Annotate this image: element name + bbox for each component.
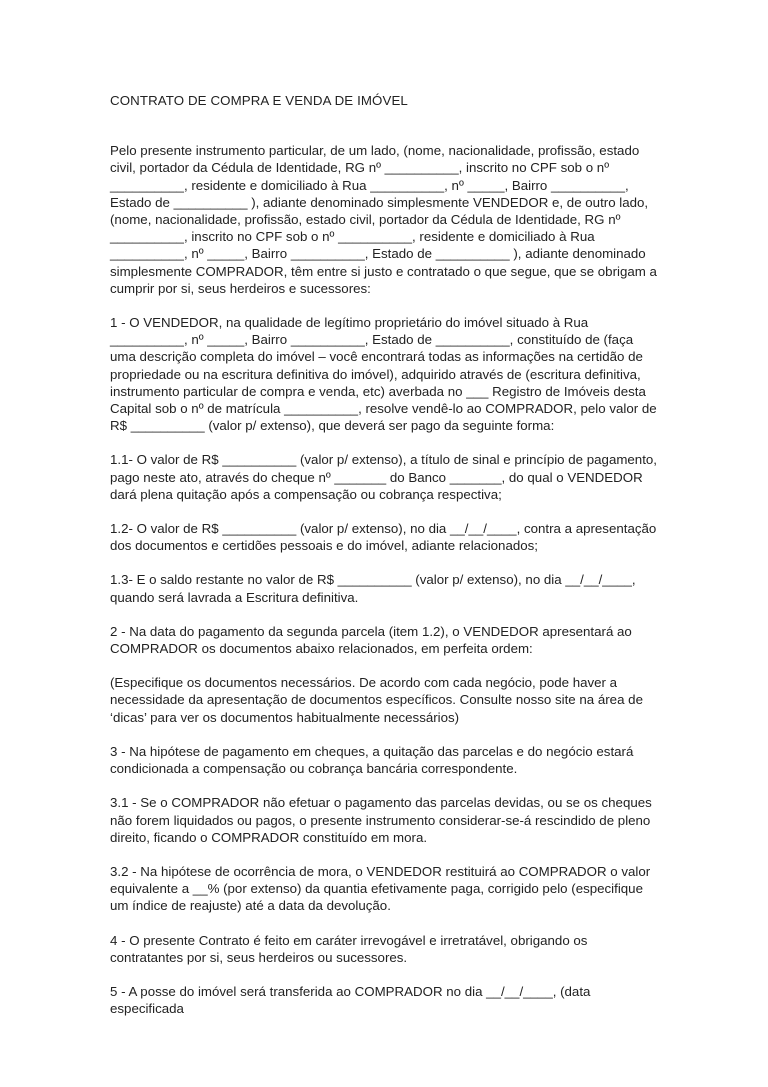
paragraph-clause-3-1: 3.1 - Se o COMPRADOR não efetuar o pagamento das parcelas devidas, ou se os cheques não forem liquidados ou pagos, o presente instrumento considerar-se-á rescindido de pleno direito, ficando o COMPRADOR constituído em mora. (110, 795, 652, 845)
paragraph-documents-note: (Especifique os documentos necessários. De acordo com cada negócio, pode haver a necessidade da apresentação de documentos específicos. Consulte nosso site na área de ‘dicas’ para ver os documentos habitualmente necessários) (110, 675, 643, 725)
paragraph-clause-5: 5 - A posse do imóvel será transferida ao COMPRADOR no dia __/__/____, (data especificada (110, 983, 591, 1017)
paragraph-clause-1: 1 - O VENDEDOR, na qualidade de legítimo proprietário do imóvel situado à Rua __________, nº _____, Bairro __________, Estado de __________, constituído de (faça uma descrição completa do imóvel – você encontrará todas as informações na certidão de propriedade ou na escritura definitiva do imóvel), adquirido através de (escritura definitiva, instrumento particular de compra e venda, etc) averbada no ___ Registro de Imóveis desta Capital sob o nº de matrícula __________, resolve vendê-lo ao COMPRADOR, pelo valor de R$ __________ (valor p/ extenso), que deverá ser pago da seguinte forma: (110, 315, 657, 434)
paragraph-preamble: Pelo presente instrumento particular, de um lado, (nome, nacionalidade, profissão, estado civil, portador da Cédula de Identidade, RG nº __________, inscrito no CPF sob o nº __________, residente e domiciliado à Rua __________, nº _____, Bairro __________, Estado de __________ ), adiante denominado simplesmente VENDEDOR e, de outro lado, (nome, nacionalidade, profissão, estado civil, portador da Cédula de Identidade, RG nº __________, inscrito no CPF sob o nº __________, residente e domiciliado à Rua __________, nº _____, Bairro __________, Estado de __________ ), adiante denominado simplesmente COMPRADOR, têm entre si justo e contratado o que segue, que se obrigam a cumprir por si, seus herdeiros e sucessores: (110, 143, 657, 296)
paragraph-clause-1-1: 1.1- O valor de R$ __________ (valor p/ extenso), a título de sinal e princípio de pagamento, pago neste ato, através do cheque nº _______ do Banco _______, do qual o VENDEDOR dará plena quitação após a compensação ou cobrança respectiva; (110, 452, 657, 502)
paragraph-clause-3-2: 3.2 - Na hipótese de ocorrência de mora, o VENDEDOR restituirá ao COMPRADOR o valor equivalente a __% (por extenso) da quantia efetivamente paga, corrigido pelo (especifique um índice de reajuste) até a data da devolução. (110, 863, 651, 914)
paragraph-clause-1-2: 1.2- O valor de R$ __________ (valor p/ extenso), no dia __/__/____, contra a apresentação dos documentos e certidões pessoais e do imóvel, adiante relacionados; (110, 521, 657, 554)
paragraph-clause-4: 4 - O presente Contrato é feito em caráter irrevogável e irretratável, obrigando os contratantes por si, seus herdeiros ou sucessores. (110, 932, 588, 965)
paragraph-clause-1-3: 1.3- E o saldo restante no valor de R$ __________ (valor p/ extenso), no dia __/__/____, quando será lavrada a Escritura definitiva. (110, 572, 636, 605)
document-title: CONTRATO DE COMPRA E VENDA DE IMÓVEL (110, 93, 408, 108)
paragraph-clause-3: 3 - Na hipótese de pagamento em cheques, a quitação das parcelas e do negócio estará condicionada a compensação ou cobrança bancária correspondente. (110, 743, 634, 777)
paragraph-clause-2: 2 - Na data do pagamento da segunda parcela (item 1.2), o VENDEDOR apresentará ao COMPRADOR os documentos abaixo relacionados, em perfeita ordem: (110, 623, 632, 657)
document-page (110, 92, 660, 1034)
